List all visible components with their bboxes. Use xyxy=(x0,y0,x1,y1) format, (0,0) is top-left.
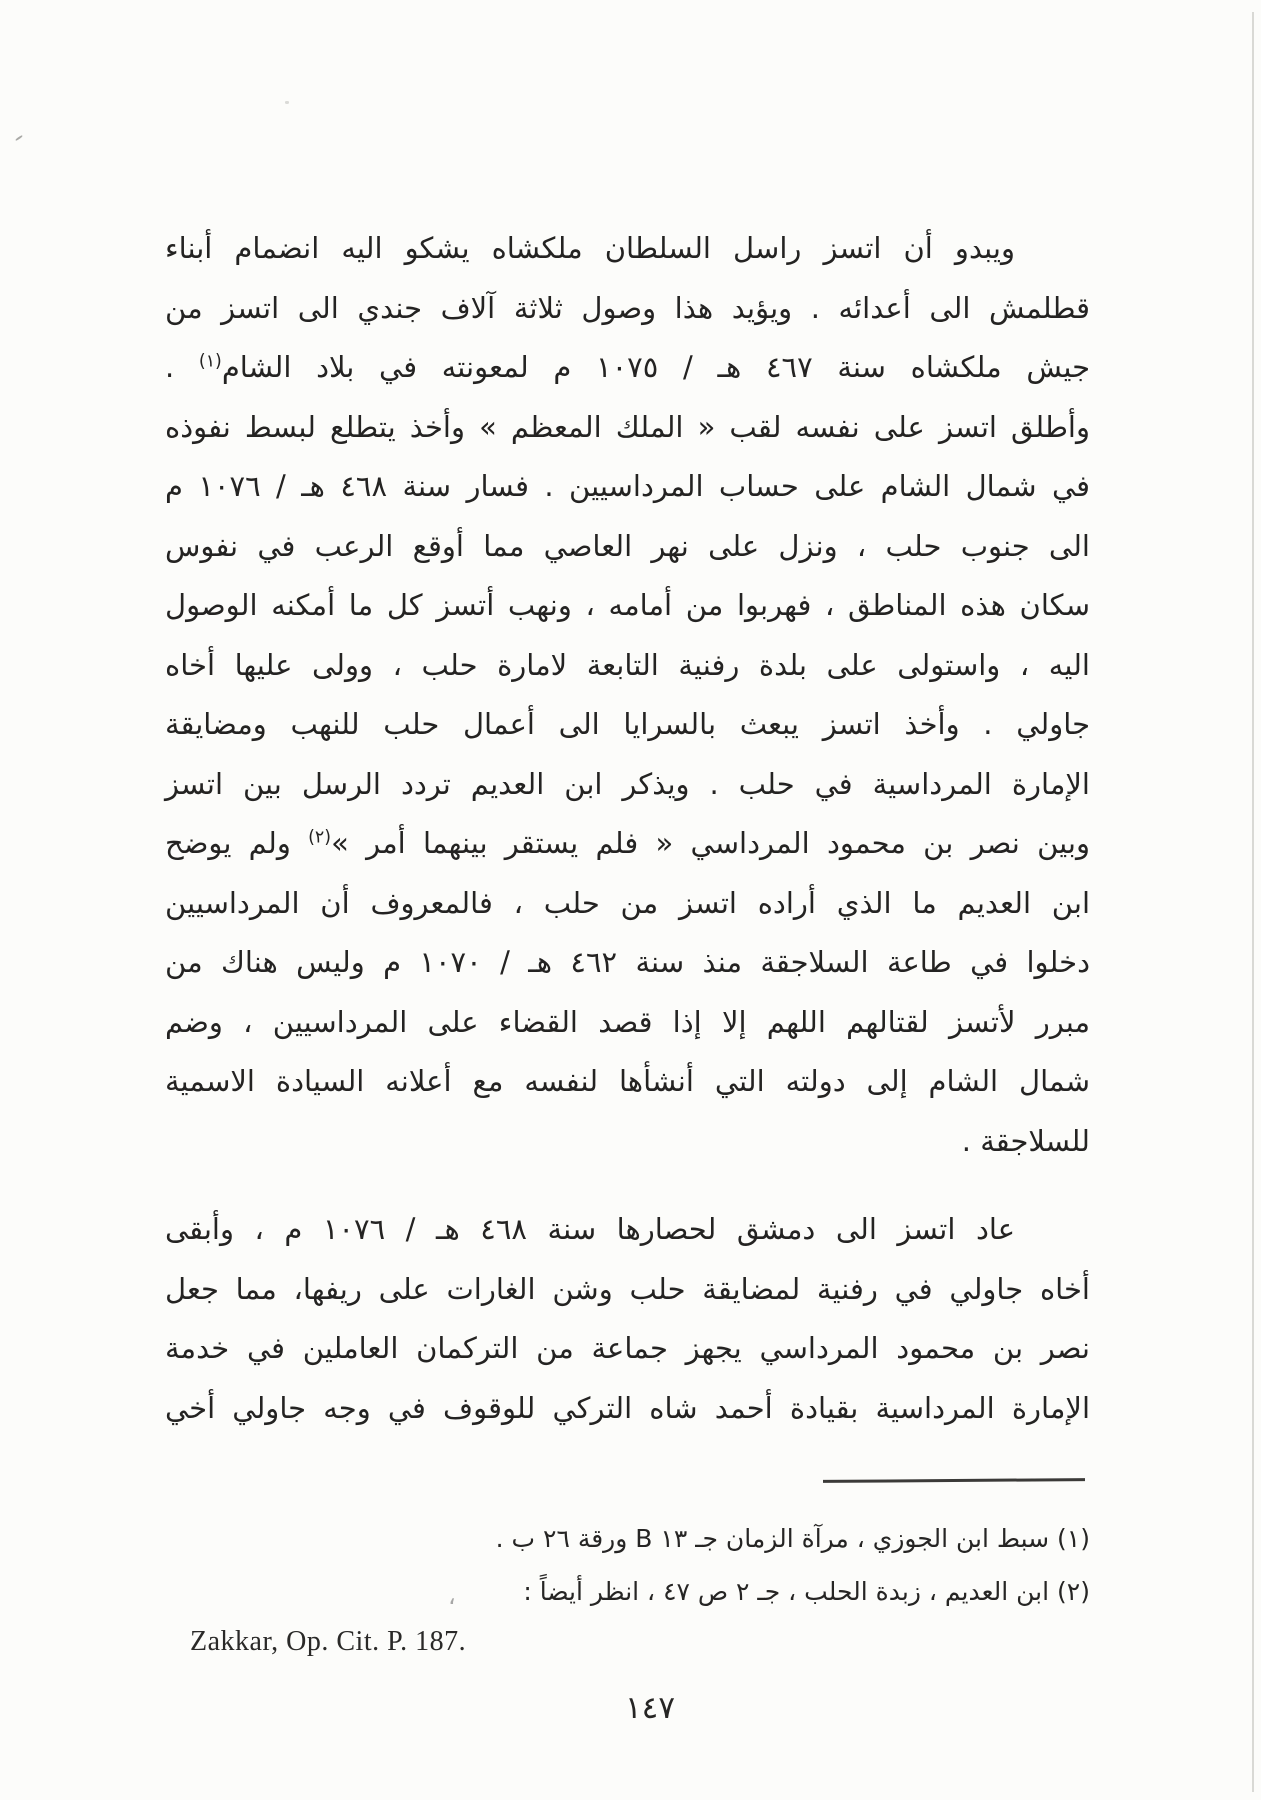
footnote-ref-1: (١) xyxy=(198,351,222,372)
body-line: ابن العديم ما الذي أراده اتسز من حلب ، فالمعروف أن المرداسيين xyxy=(165,885,1090,920)
body-line: اليه ، واستولى على بلدة رفنية التابعة لامارة حلب ، وولى عليها أخاه xyxy=(165,647,1090,682)
body-line: شمال الشام إلى دولته التي أنشأها لنفسه مع أعلانه السيادة الاسمية xyxy=(165,1064,1090,1098)
body-line xyxy=(165,814,1090,874)
paragraph-1 xyxy=(165,219,1090,1171)
body-line xyxy=(165,338,1090,398)
body-line: عاد اتسز الى دمشق لحصارها سنة ٤٦٨ هـ / ١٠٧٦ م ، وأبقى xyxy=(165,1212,1015,1246)
body-line-text: وبين نصر بن محمود المرداسي « فلم يستقر بينهما أمر » xyxy=(331,826,1090,860)
footnote-1: (١) سبط ابن الجوزي ، مرآة الزمان جـ ١٣ B ورقة ٢٦ ب . xyxy=(495,1524,1090,1553)
body-line: دخلوا في طاعة السلاجقة منذ سنة ٤٦٢ هـ / ١٠٧٠ م وليس هناك من xyxy=(165,945,1090,979)
body-line: مبرر لأتسز لقتالهم اللهم إلا إذا قصد القضاء على المرداسيين ، وضم xyxy=(165,1004,1090,1039)
body-line: أخاه جاولي في رفنية لمضايقة حلب وشن الغارات على ريفها، مما جعل xyxy=(165,1271,1090,1306)
body-line: قطلمش الى أعدائه . ويؤيد هذا وصول ثلاثة آلاف جندي الى اتسز من xyxy=(165,290,1090,325)
body-line-text: جيش ملكشاه سنة ٤٦٧ هـ / ١٠٧٥ م لمعونته في بلاد الشام xyxy=(221,350,1091,384)
footnotes xyxy=(165,1512,1090,1618)
body-line: في شمال الشام على حساب المرداسيين . فسار سنة ٤٦٨ هـ / ١٠٧٦ م xyxy=(165,469,1090,503)
body-line: الإمارة المرداسية في حلب . ويذكر ابن العديم تردد الرسل بين اتسز xyxy=(165,766,1090,801)
footnote-ref-2: (٢) xyxy=(308,827,332,848)
body-line-text: . xyxy=(165,350,199,384)
scan-speck xyxy=(285,101,289,104)
body-line: جاولي . وأخذ اتسز يبعث بالسرايا الى أعمال حلب للنهب ومضايقة xyxy=(165,707,1090,741)
footnote-2: (٢) ابن العديم ، زبدة الحلب ، جـ ٢ ص ٤٧ ، انظر أيضاً : xyxy=(523,1577,1090,1606)
footnote-stray-mark: ، xyxy=(448,1582,456,1610)
body-line: ويبدو أن اتسز راسل السلطان ملكشاه يشكو اليه انضمام أبناء xyxy=(165,231,1015,265)
page-number: ١٤٧ xyxy=(625,1690,675,1726)
body-line: الإمارة المرداسية بقيادة أحمد شاه التركي للوقوف في وجه جاولي أخي xyxy=(165,1390,1090,1425)
paragraph-2 xyxy=(165,1200,1090,1438)
body-line: سكان هذه المناطق ، فهربوا من أمامه ، ونهب أتسز كل ما أمكنه الوصول xyxy=(165,588,1090,622)
footnote-divider xyxy=(823,1478,1085,1483)
body-line: وأطلق اتسز على نفسه لقب « الملك المعظم » وأخذ يتطلع لبسط نفوذه xyxy=(165,409,1090,444)
scan-speck xyxy=(15,135,23,141)
scan-edge-line xyxy=(1252,12,1254,1792)
body-line-text: ولم يوضح xyxy=(165,826,309,860)
body-line: الى جنوب حلب ، ونزل على نهر العاصي مما أوقع الرعب في نفوس xyxy=(165,528,1090,563)
body-line: نصر بن محمود المرداسي يجهز جماعة من التركمان العاملين في خدمة xyxy=(165,1331,1090,1365)
footnote-latin-citation: Zakkar, Op. Cit. P. 187. xyxy=(190,1626,467,1657)
body-line: للسلاجقة . xyxy=(961,1123,1090,1158)
